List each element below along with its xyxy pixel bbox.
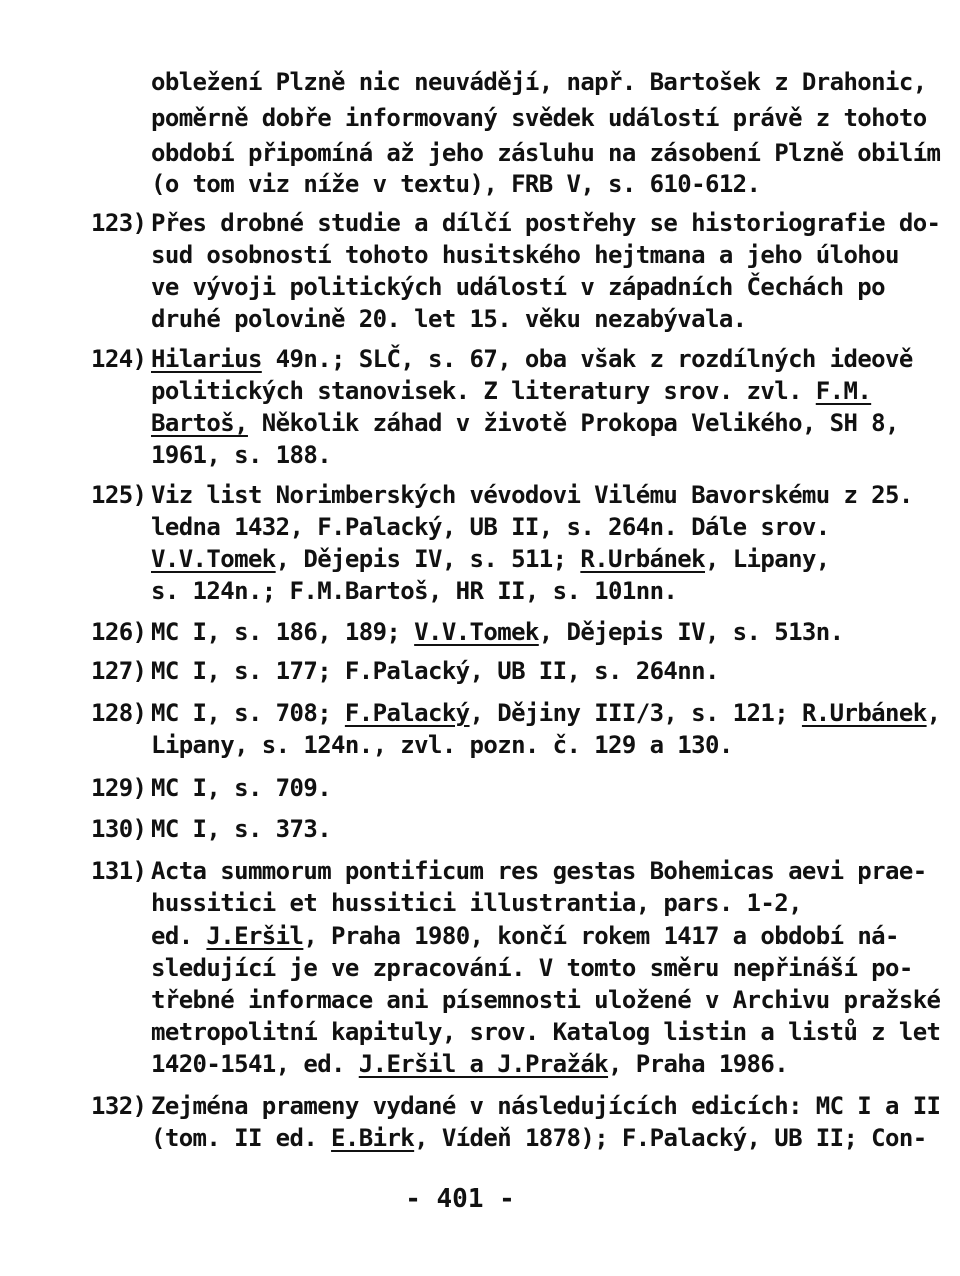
footnote-line: hussitici et hussitici illustrantia, pars. 1-2,: [151, 889, 802, 917]
footnote-line: sledující je ve zpracování. V tomto směru nepřináší po-: [151, 954, 913, 982]
author-reference: J.Eršil: [206, 922, 304, 950]
footnote-text: Několik záhad v životě Prokopa Velikého, SH 8,: [247, 409, 899, 437]
footnote-text: ed.: [151, 922, 207, 950]
footnote-line: Přes drobné studie a dílčí postřehy se historiografie do-: [151, 209, 941, 237]
footnote-line: s. 124n.; F.M.Bartoš, HR II, s. 101nn.: [151, 577, 678, 605]
footnote-line: sud osobností tohoto husitského hejtmana a jeho úlohou: [151, 241, 899, 269]
footnote-number: 125): [91, 481, 147, 509]
author-reference: Hilarius: [151, 345, 262, 373]
intro-line: obležení Plzně nic neuvádějí, např. Bartošek z Drahonic,: [151, 68, 927, 96]
footnote-text: MC I, s. 708;: [151, 699, 345, 727]
intro-line: poměrně dobře informovaný svědek událostí právě z tohoto: [151, 104, 927, 132]
author-reference: R.Urbánek: [580, 545, 705, 573]
footnote-line: [151, 698, 940, 728]
footnote-line: [151, 1049, 788, 1079]
footnote-line: třebné informace ani písemnosti uložené v Archivu pražské: [151, 986, 941, 1014]
footnote-number: 129): [91, 774, 147, 802]
author-reference: F.M.: [815, 377, 872, 405]
footnote-text: politických stanovisek. Z literatury srov. zvl.: [151, 377, 816, 405]
footnote-text: MC I, s. 186, 189;: [151, 618, 415, 646]
footnote-line: Acta summorum pontificum res gestas Bohemicas aevi prae-: [151, 857, 927, 885]
author-reference: F.Palacký: [344, 699, 470, 727]
footnote-number: 128): [91, 699, 147, 727]
footnote-line: [151, 1123, 927, 1153]
author-reference: Bartoš,: [151, 409, 248, 437]
author-reference: E.Birk: [331, 1124, 415, 1152]
footnote-line: ledna 1432, F.Palacký, UB II, s. 264n. Dále srov.: [151, 513, 830, 541]
footnote-number: 132): [91, 1092, 147, 1120]
page-number: - 401 -: [405, 1184, 515, 1214]
author-reference: R.Urbánek: [801, 699, 927, 727]
footnote-line: [151, 344, 913, 374]
intro-line: období připomíná až jeho zásluhu na zásobení Plzně obilím: [151, 139, 941, 167]
footnote-text: 49n.; SLČ, s. 67, oba však z rozdílných ideově: [261, 345, 913, 373]
footnote-line: [151, 408, 899, 438]
footnote-number: 123): [91, 209, 147, 237]
footnote-line: MC I, s. 177; F.Palacký, UB II, s. 264nn.: [151, 657, 719, 685]
footnote-line: Viz list Norimberských vévodovi Vilému Bavorskému z 25.: [151, 481, 913, 509]
footnote-number: 127): [91, 657, 147, 685]
footnote-text: , Lipany,: [705, 545, 830, 573]
footnote-number: 124): [91, 345, 147, 373]
footnote-number: 126): [91, 618, 147, 646]
footnote-text: , Dějepis IV, s. 511;: [275, 545, 581, 573]
footnote-text: , Dějiny III/3, s. 121;: [469, 699, 802, 727]
author-reference: V.V.Tomek: [414, 618, 539, 646]
author-reference: J.Eršil a J.Pražák: [358, 1050, 609, 1078]
footnote-text: , Praha 1986.: [608, 1050, 789, 1078]
footnote-line: Lipany, s. 124n., zvl. pozn. č. 129 a 130.: [151, 731, 733, 759]
footnote-text: ,: [926, 699, 941, 727]
footnote-text: 1420-1541, ed.: [151, 1050, 359, 1078]
footnote-text: , Praha 1980, končí rokem 1417 a období ná-: [303, 922, 899, 950]
footnote-text: , Vídeň 1878); F.Palacký, UB II; Con-: [414, 1124, 927, 1152]
footnote-number: 130): [91, 815, 147, 843]
footnote-line: 1961, s. 188.: [151, 441, 332, 469]
footnote-line: MC I, s. 373.: [151, 815, 332, 843]
footnote-line: ve vývoji politických událostí v západních Čechách po: [151, 273, 886, 301]
author-reference: V.V.Tomek: [151, 545, 276, 573]
footnote-line: [151, 921, 899, 951]
footnote-text: (tom. II ed.: [151, 1124, 332, 1152]
footnote-number: 131): [91, 857, 147, 885]
footnote-line: metropolitní kapituly, srov. Katalog listin a listů z let: [151, 1018, 941, 1046]
footnote-line: MC I, s. 709.: [151, 774, 332, 802]
footnote-line: [151, 544, 830, 574]
footnote-line: [151, 376, 871, 406]
footnote-line: druhé polovině 20. let 15. věku nezabývala.: [151, 305, 747, 333]
footnote-text: , Dějepis IV, s. 513n.: [538, 618, 844, 646]
footnote-line: [151, 617, 843, 647]
intro-line: (o tom viz níže v textu), FRB V, s. 610-612.: [151, 170, 761, 198]
footnote-line: Zejména prameny vydané v následujících edicích: MC I a II: [151, 1092, 941, 1120]
